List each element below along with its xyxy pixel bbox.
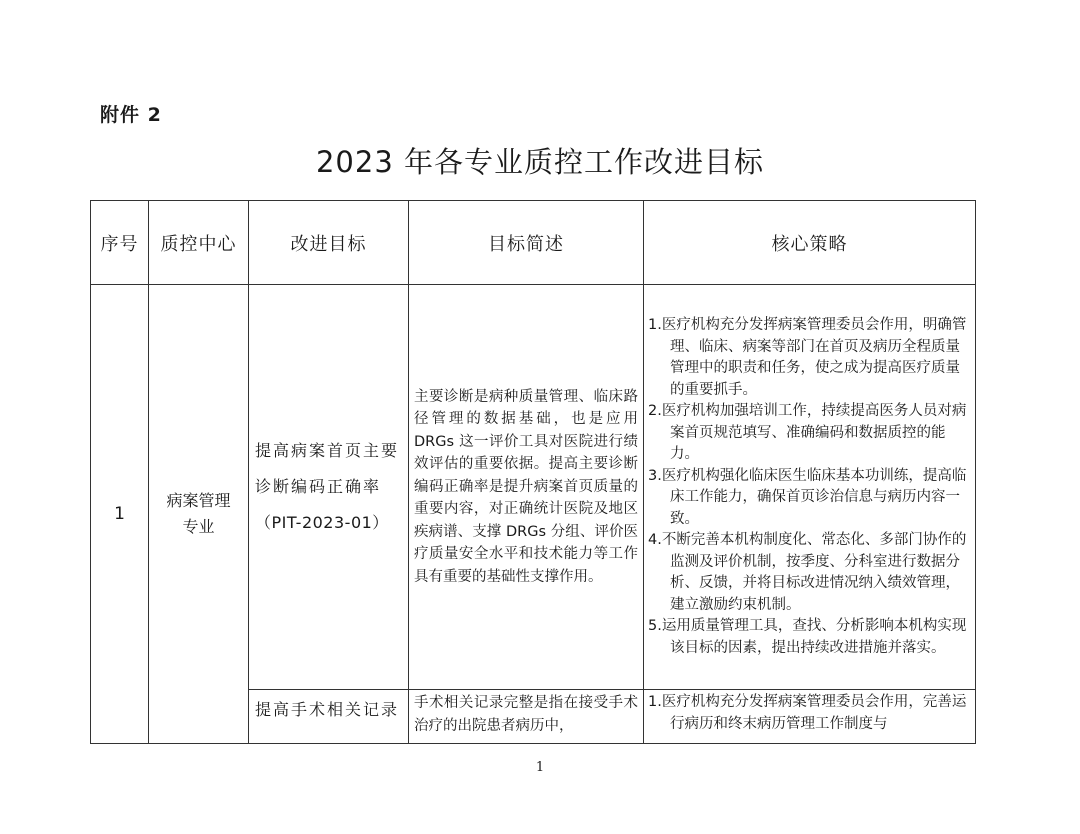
row-goal-line1: 提高病案首页主要	[255, 441, 400, 460]
header-center: 质控中心	[149, 201, 249, 285]
row-strategies	[644, 285, 976, 690]
attachment-label: 附件 2	[100, 104, 162, 126]
header-strategy: 核心策略	[644, 201, 976, 285]
row-center-line2: 专业	[182, 517, 215, 536]
row-center-line1: 病案管理	[166, 491, 231, 510]
header-description: 目标简述	[409, 201, 644, 285]
header-serial: 序号	[91, 201, 149, 285]
row2-strategy-item-1: 1.医疗机构充分发挥病案管理委员会作用，完善运行病历和终末病历管理工作制度与	[648, 694, 967, 732]
quality-targets-table	[90, 200, 976, 744]
strategy-item-5: 5.运用质量管理工具，查找、分析影响本机构实现该目标的因素，提出持续改进措施并落实。	[648, 618, 967, 656]
row2-strategy	[644, 690, 976, 744]
document-title: 2023 年各专业质控工作改进目标	[315, 145, 765, 179]
strategy-item-4: 4.不断完善本机构制度化、常态化、多部门协作的监测及评价机制，按季度、分科室进行数据分析、反馈，并将目标改进情况纳入绩效管理，建立激励约束机制。	[648, 532, 967, 613]
strategy-item-2: 2.医疗机构加强培训工作，持续提高医务人员对病案首页规范填写、准确编码和数据质控的能力。	[648, 403, 967, 462]
row-goal-line3: （PIT-2023-01）	[255, 513, 389, 532]
table-row	[91, 285, 976, 690]
row-goal	[249, 285, 409, 690]
page-number: 1	[535, 760, 545, 775]
row-goal-line2: 诊断编码正确率	[255, 477, 382, 496]
row2-goal: 提高手术相关记录	[249, 690, 409, 744]
table-header-row	[91, 201, 976, 285]
row2-description: 手术相关记录完整是指在接受手术治疗的出院患者病历中，	[409, 690, 644, 744]
strategy-item-1: 1.医疗机构充分发挥病案管理委员会作用，明确管理、临床、病案等部门在首页及病历全程质量管理中的职责和任务，使之成为提高医疗质量的重要抓手。	[648, 317, 967, 398]
strategy-item-3: 3.医疗机构强化临床医生临床基本功训练，提高临床工作能力，确保首页诊治信息与病历内容一致。	[648, 467, 967, 527]
row-description: 主要诊断是病种质量管理、临床路径管理的数据基础，也是应用 DRGs 这一评价工具对医院进行绩效评估的重要依据。提高主要诊断编码正确率是提升病案首页质量的重要内容，对正确统计医院及地区疾病谱、支撑 DRGs 分组、评价医疗质量安全水平和技术能力等工作具有重要的基础性支撑作用。	[409, 285, 644, 690]
row-center	[149, 285, 249, 744]
row-serial: 1	[91, 285, 149, 744]
header-goal: 改进目标	[249, 201, 409, 285]
